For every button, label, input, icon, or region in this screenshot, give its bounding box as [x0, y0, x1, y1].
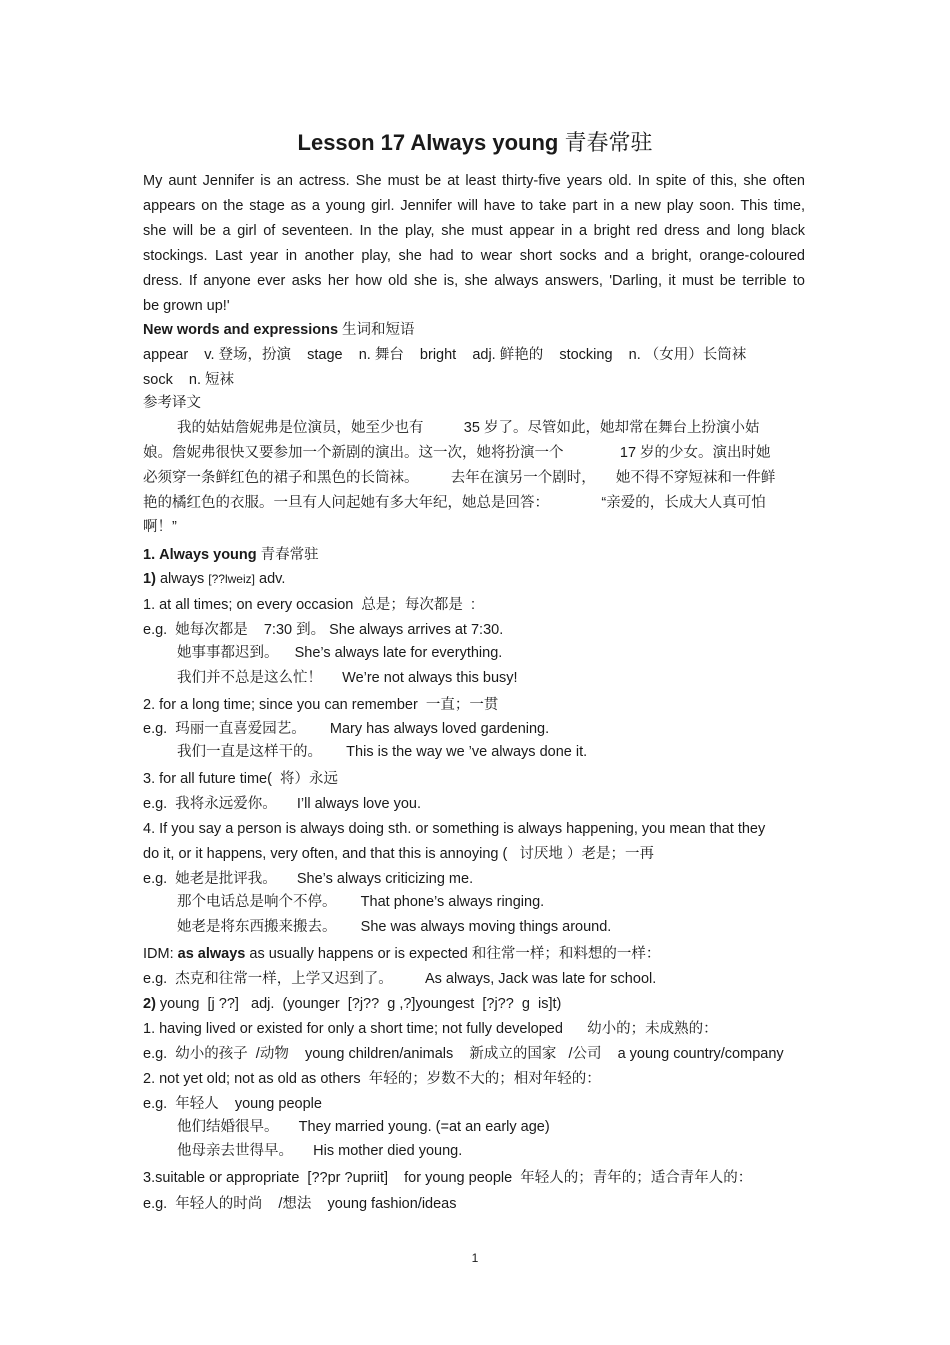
note-heading-zh: 青春常驻	[260, 547, 319, 563]
passage-line: she will be a girl of seventeen. In the play, she must appear in a bright red dress and long black	[143, 223, 805, 239]
example-line: 我们一直是这样干的。 This is the way we ’ve always done it.	[177, 744, 588, 760]
definition-line: 2. for a long time; since you can remember 一直；一贯	[143, 697, 499, 713]
idiom-definition: as usually happens or is expected 和往常一样；和料想的一样：	[245, 946, 661, 962]
new-words-heading-en: New words and expressions	[143, 322, 339, 338]
word-entry-always	[143, 569, 285, 589]
translation-line: 必须穿一条鲜红色的裙子和黑色的长筒袜。 去年在演另一个剧时， 她不得不穿短袜和一件鲜	[143, 470, 776, 486]
example-line: e.g. 年轻人 young people	[143, 1096, 322, 1112]
passage-line: dress. If anyone ever asks her how old she is, she always answers, 'Darling, it must be terrible to	[143, 273, 805, 289]
passage-line: appears on the stage as a young girl. Jennifer will have to take part in a new play soon. This time,	[143, 198, 805, 214]
idiom-label: IDM:	[143, 946, 174, 962]
definition-line: 1. at all times; on every occasion 总是；每次都是 :	[143, 597, 475, 613]
translation-line: 娘。詹妮弗很快又要参加一个新剧的演出。这一次，她将扮演一个 17 岁的少女。演出时她	[143, 445, 771, 461]
idiom-line	[143, 944, 660, 964]
definition-line: do it, or it happens, very often, and that this is annoying ( 讨厌地 ）老是；一再	[143, 846, 654, 862]
definition-line: 1. having lived or existed for only a short time; not fully developed 幼小的；未成熟的：	[143, 1021, 718, 1037]
vocab-line: appear v. 登场，扮演 stage n. 舞台 bright adj. 鲜艳的 stocking n. （女用）长筒袜	[143, 347, 747, 363]
example-line: e.g. 她老是批评我。 She’s always criticizing me.	[143, 871, 474, 887]
example-line: e.g. 她每次都是 7:30 到。 She always arrives at 7:30.	[143, 622, 504, 638]
example-line: e.g. 幼小的孩子 /动物 young children/animals 新成立的国家 /公司 a young country/company	[143, 1046, 784, 1062]
passage-line: be grown up!'	[143, 298, 230, 314]
example-line: e.g. 我将永远爱你。 I’ll always love you.	[143, 796, 421, 812]
page-number: 1	[471, 1251, 479, 1265]
lesson-title-zh: 青春常驻	[564, 131, 653, 156]
vocab-line: sock n. 短袜	[143, 372, 235, 388]
example-line: 她事事都迟到。 She’s always late for everything.	[177, 645, 503, 661]
new-words-heading	[143, 320, 415, 340]
word-entry-word: always	[159, 571, 205, 587]
lesson-title-en: Lesson 17 Always young	[297, 130, 559, 155]
example-line: 那个电话总是响个不停。 That phone’s always ringing.	[177, 894, 545, 910]
translation-line: 啊！”	[143, 519, 177, 535]
example-line: 她老是将东西搬来搬去。 She was always moving things around.	[177, 919, 612, 935]
passage-line: stockings. Last year in another play, she had to wear short socks and a bright, orange-coloured	[143, 248, 805, 264]
example-line: 他们结婚很早。 They married young. (=at an early age)	[177, 1119, 550, 1135]
definition-line: 3. for all future time( 将）永远	[143, 771, 338, 787]
new-words-heading-zh: 生词和短语	[342, 322, 415, 338]
passage-line: My aunt Jennifer is an actress. She must be at least thirty-five years old. In spite of this, she often	[143, 173, 805, 189]
example-line: 他母亲去世得早。 His mother died young.	[177, 1143, 463, 1159]
word-entry-phonetic: [??lweiz]	[208, 572, 255, 586]
translation-heading: 参考译文	[143, 395, 201, 411]
definition-line: 4. If you say a person is always doing sth. or something is always happening, you mean that they	[143, 821, 766, 837]
word-entry-num: 1)	[143, 571, 156, 587]
translation-line: 艳的橘红色的衣服。一旦有人问起她有多大年纪，她总是回答： “亲爱的，长成大人真可怕	[143, 495, 766, 511]
word-entry-num: 2)	[143, 996, 156, 1012]
note-heading-num: 1.	[143, 547, 156, 563]
example-line: e.g. 杰克和往常一样，上学又迟到了。 As always, Jack was late for school.	[143, 971, 657, 987]
word-entry-young	[143, 994, 561, 1014]
example-line: e.g. 玛丽一直喜爱园艺。 Mary has always loved gardening.	[143, 721, 550, 737]
example-line: e.g. 年轻人的时尚 /想法 young fashion/ideas	[143, 1196, 457, 1212]
lesson-title	[0, 128, 950, 159]
note-heading-en: Always young	[159, 547, 257, 563]
definition-line: 3.suitable or appropriate [??pr ?upriit] for young people 年轻人的；青年的；适合青年人的：	[143, 1170, 753, 1186]
translation-line: 我的姑姑詹妮弗是位演员，她至少也有 35 岁了。尽管如此，她却常在舞台上扮演小姑	[177, 420, 760, 436]
example-line: 我们并不总是这么忙！ We’re not always this busy!	[177, 670, 518, 686]
note-heading	[143, 545, 319, 565]
word-entry-text: young [j ??] adj. (younger [?j?? g ,?]youngest [?j?? g is]t)	[155, 996, 562, 1012]
definition-line: 2. not yet old; not as old as others 年轻的；岁数不大的；相对年轻的：	[143, 1071, 601, 1087]
idiom-phrase: as always	[177, 946, 246, 962]
word-entry-pos: adv.	[259, 571, 286, 587]
